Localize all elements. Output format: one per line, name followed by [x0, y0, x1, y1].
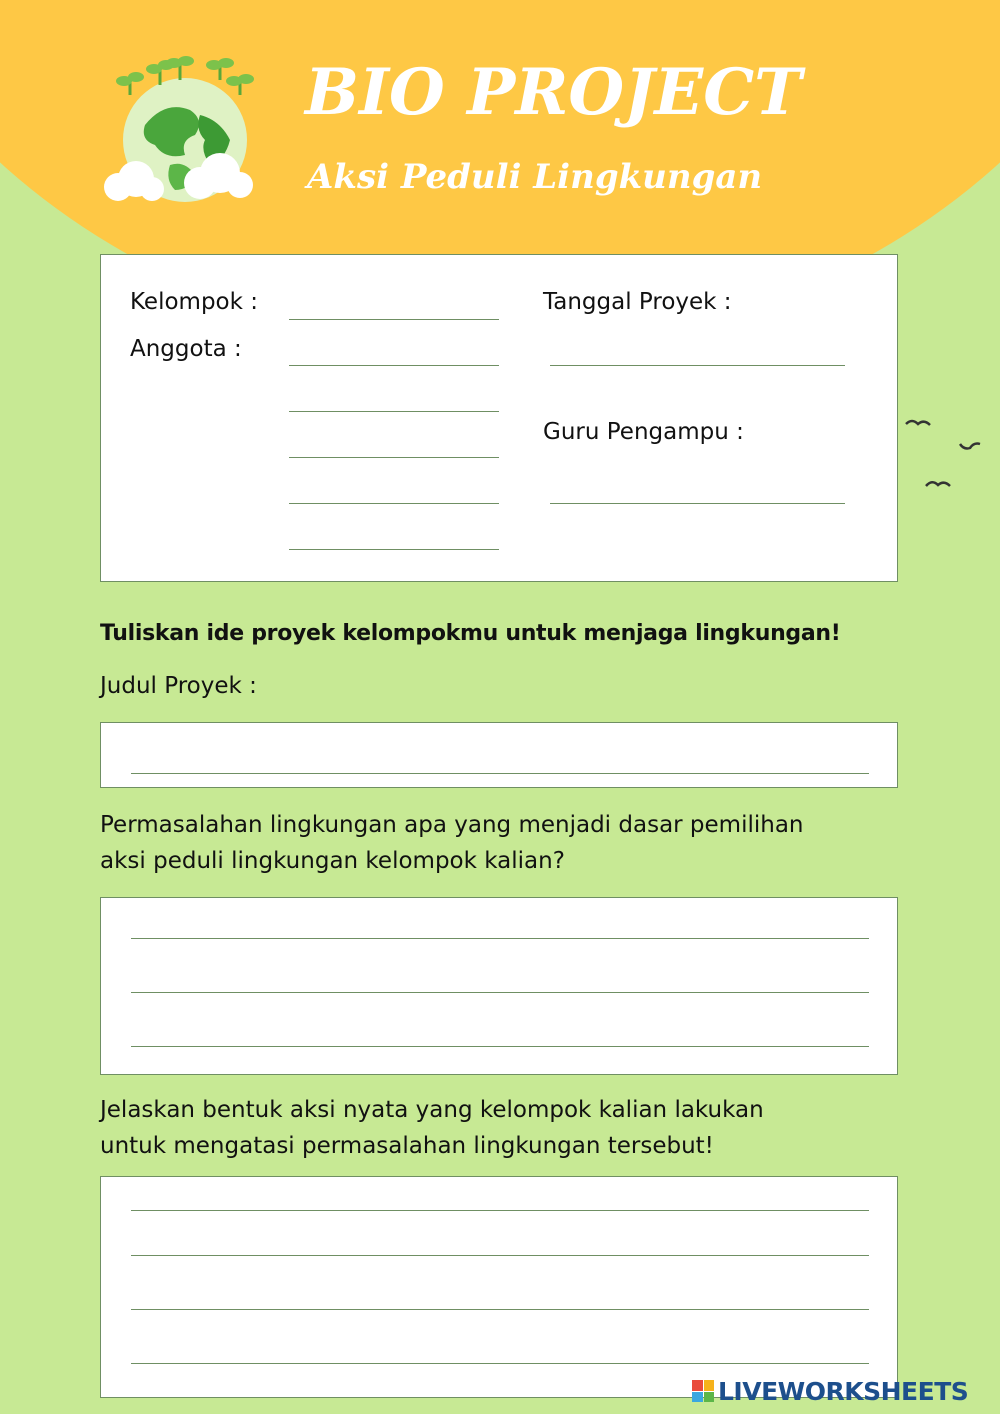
member-input-line[interactable] [289, 411, 499, 412]
liveworksheets-brand[interactable] [692, 1374, 992, 1408]
members-label: Anggota : [130, 336, 242, 362]
globe-plants-icon [100, 55, 260, 210]
action-question-line1: Jelaskan bentuk aksi nyata yang kelompok kalian lakukan [100, 1097, 764, 1123]
group-label: Kelompok : [130, 289, 259, 315]
project-title-box [100, 722, 898, 788]
problem-question-line1: Permasalahan lingkungan apa yang menjadi dasar pemilihan [100, 812, 804, 838]
problem-question-line2: aksi peduli lingkungan kelompok kalian? [100, 848, 565, 874]
problem-answer-line[interactable] [131, 1046, 869, 1047]
action-answer-line[interactable] [131, 1210, 869, 1211]
teacher-label: Guru Pengampu : [543, 419, 744, 445]
member-input-line[interactable] [289, 549, 499, 550]
brand-text: LIVEWORKSHEETS [718, 1376, 969, 1406]
action-question-line2: untuk mengatasi permasalahan lingkungan tersebut! [100, 1133, 714, 1159]
action-answer-line[interactable] [131, 1255, 869, 1256]
member-input-line[interactable] [289, 365, 499, 366]
page-title: BIO PROJECT [305, 55, 802, 130]
project-title-label: Judul Proyek : [100, 673, 257, 699]
project-date-label: Tanggal Proyek : [543, 289, 732, 315]
page-subtitle: Aksi Peduli Lingkungan [307, 157, 763, 197]
birds-icon [900, 410, 990, 500]
action-answer-line[interactable] [131, 1363, 869, 1364]
member-input-line[interactable] [289, 457, 499, 458]
problem-answer-box [100, 897, 898, 1075]
member-input-line[interactable] [289, 503, 499, 504]
problem-answer-line[interactable] [131, 992, 869, 993]
info-box [100, 254, 898, 582]
liveworksheets-logo-icon [692, 1380, 714, 1402]
teacher-input-line[interactable] [550, 503, 845, 504]
action-answer-line[interactable] [131, 1309, 869, 1310]
problem-answer-line[interactable] [131, 938, 869, 939]
project-date-input-line[interactable] [550, 365, 845, 366]
project-title-input-line[interactable] [131, 773, 869, 774]
group-input-line[interactable] [289, 319, 499, 320]
instruction-heading: Tuliskan ide proyek kelompokmu untuk menjaga lingkungan! [100, 621, 841, 646]
action-answer-box [100, 1176, 898, 1398]
